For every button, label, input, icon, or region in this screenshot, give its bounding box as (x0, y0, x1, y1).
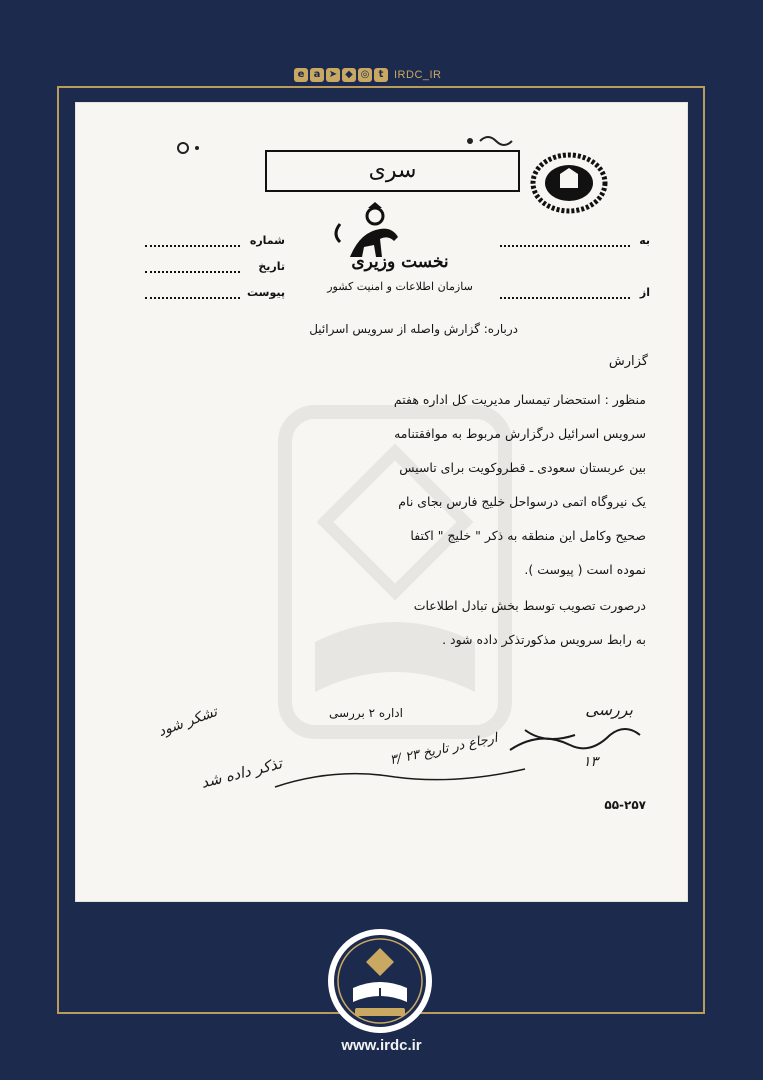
body-line: یک نیروگاه اتمی درسواحل خلیج فارس بجای نام (398, 494, 646, 509)
initials-note: ۱۳ (582, 754, 598, 770)
social-bar (290, 65, 446, 85)
field-number-label: شماره (249, 234, 285, 247)
document-paper (75, 102, 688, 902)
watermark-logo (265, 392, 525, 752)
field-from (500, 286, 650, 302)
ink-mark (175, 140, 205, 156)
classification-box (265, 150, 520, 192)
body-line: درصورت تصویب توسط بخش تبادل اطلاعات (413, 598, 646, 613)
field-attachment-dots (145, 297, 240, 299)
body-line: صحیح وکامل این منطقه به ذکر " خلیج " اکتفا (410, 528, 646, 543)
body-line: سرویس اسرائیل درگزارش مربوط به موافقتنامه (394, 426, 646, 441)
instagram-icon[interactable]: ◎ (358, 68, 372, 82)
body-line: بین عربستان سعودی ـ قطروکویت برای تاسیس (399, 460, 646, 475)
field-to-label: به (639, 234, 650, 247)
site-url[interactable]: www.irdc.ir (341, 1037, 422, 1054)
document-code: ۵۵-۲۵۷ (604, 798, 646, 812)
eitaa-icon[interactable]: ◆ (342, 68, 356, 82)
dept-note: اداره ۲ بررسی (328, 706, 403, 720)
social-handle[interactable]: IRDC_IR (394, 69, 442, 81)
field-number (145, 234, 285, 250)
seal-stamp-icon (530, 152, 608, 214)
twitter-icon[interactable]: t (374, 68, 388, 82)
org-title: نخست وزیری (351, 252, 449, 272)
classification-label: سری (368, 158, 417, 183)
irdc-logo-icon (325, 926, 435, 1036)
handwritten-note-2: تذکر داده شد (199, 754, 284, 792)
field-from-dots (500, 297, 630, 299)
field-date (145, 260, 285, 276)
field-to (500, 234, 650, 250)
field-attachment (145, 286, 285, 302)
signature-scribble (505, 720, 645, 760)
ink-mark (465, 134, 515, 148)
signature-right: بررسی (585, 700, 633, 719)
org-subtitle: سازمان اطلاعات و امنیت کشور (327, 280, 473, 293)
handwritten-note-1: تشکر شود (155, 703, 219, 741)
date-note: ارجاع در تاریخ ۲۳ /۳ (388, 730, 499, 769)
redaction-line (270, 762, 530, 792)
field-date-dots (145, 271, 240, 273)
report-heading: گزارش (608, 354, 648, 369)
field-number-dots (145, 245, 240, 247)
body-line: منظور : استحضار تیمسار مدیریت کل اداره هفتم (393, 392, 646, 407)
field-to-dots (500, 245, 630, 247)
body-line: به رابط سرویس مذکورتذکر داده شود . (442, 632, 646, 647)
subject-line: درباره: گزارش واصله از سرویس اسرائیل (309, 322, 518, 336)
field-from-label: از (639, 286, 650, 299)
aparat-icon[interactable]: a (310, 68, 324, 82)
body-line: نموده است ( پیوست ). (524, 562, 646, 577)
field-attachment-label: پیوست (247, 286, 285, 299)
telegram-icon[interactable]: ➤ (326, 68, 340, 82)
web-icon[interactable]: e (294, 68, 308, 82)
field-date-label: تاریخ (258, 260, 285, 273)
